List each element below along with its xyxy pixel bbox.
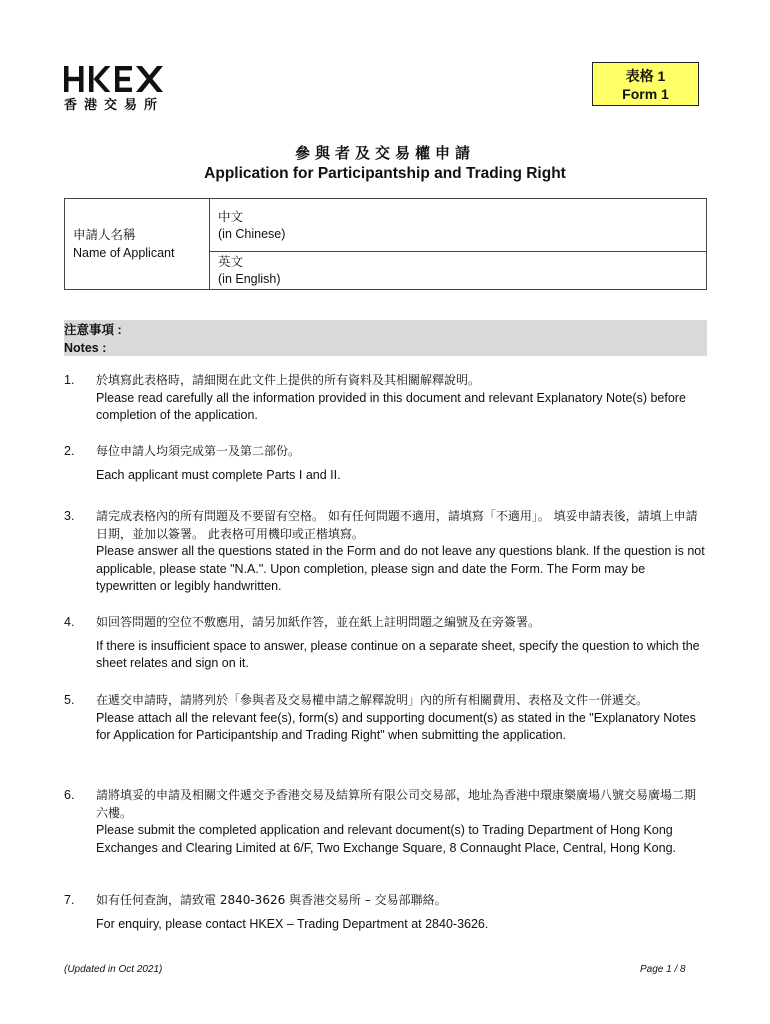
applicant-name-chinese-field[interactable] — [210, 199, 707, 252]
english-name-label-en: (in English) — [218, 272, 281, 286]
note-item — [64, 508, 707, 596]
form-number-cn: 表格 1 — [625, 68, 666, 84]
hkex-logo — [64, 66, 168, 113]
note-number: 1. — [64, 373, 75, 387]
note-text-en: Please read carefully all the information provided in this document and relevant Explanatory Note(s) before completion of the application. — [96, 390, 686, 422]
applicant-name-label-cell — [65, 199, 210, 290]
note-text-cn: 在遞交申請時，請將列於「參與者及交易權申請之解釋說明」內的所有相關費用、表格及文件一併遞交。 — [96, 693, 649, 707]
note-text-cn: 如回答問題的空位不敷應用，請另加紙作答，並在紙上註明問題之編號及在旁簽署。 — [96, 615, 541, 629]
note-text-en: For enquiry, please contact HKEX – Trading Department at 2840-3626. — [96, 916, 489, 931]
note-number: 6. — [64, 788, 75, 802]
note-text-en: Each applicant must complete Parts I and II. — [96, 467, 341, 482]
chinese-name-label-cn: 中文 — [218, 210, 244, 224]
page-title-english: Application for Participantship and Trading Right — [204, 165, 566, 182]
chinese-name-label-en: (in Chinese) — [218, 227, 286, 241]
note-item — [64, 787, 707, 857]
note-text-en: Please submit the completed application and relevant document(s) to Trading Department of Hong Kong Exchanges and Clearing Limited at 6/F, Two Exchange Square, 8 Connaught Place, Central, Hong Kong. — [96, 823, 676, 855]
note-text-en: Please answer all the questions stated in the Form and do not leave any questions blank. If the question is not applicable, please state "N.A.". Upon completion, please sign and date the Form. The Form may be typewritten or legibly handwritten. — [96, 544, 705, 593]
note-number: 5. — [64, 693, 75, 707]
note-number: 7. — [64, 893, 75, 907]
hkex-logo-chinese: 香港交易所 — [64, 98, 165, 113]
applicant-name-table — [64, 198, 707, 290]
note-text-cn: 請將填妥的申請及相關文件遞交予香港交易及結算所有限公司交易部，地址為香港中環康樂廣場八號交易廣場二期六樓。 — [96, 788, 697, 820]
hkex-logo-mark — [64, 66, 164, 92]
note-text-cn: 請完成表格內的所有問題及不要留有空格。 如有任何問題不適用，請填寫「不適用」。 填妥申請表後，請填上申請日期，並加以簽署。 此表格可用機印或正楷填寫。 — [96, 509, 698, 541]
form-number-en: Form 1 — [622, 86, 669, 102]
note-text-en: Please attach all the relevant fee(s), form(s) and supporting document(s) as stated in the "Explanatory Notes for Application for Participantship and Trading Right" when submitting the application. — [96, 710, 696, 742]
notes-heading-bar — [64, 320, 707, 356]
note-number: 2. — [64, 444, 75, 458]
note-number: 3. — [64, 509, 75, 523]
applicant-name-label-cn: 申請人名稱 — [73, 228, 136, 242]
note-text-cn: 於填寫此表格時，請細閱在此文件上提供的所有資料及其相關解釋說明。 — [96, 373, 481, 387]
note-text-cn: 如有任何查詢，請致電 2840-3626 與香港交易所 – 交易部聯絡。 — [96, 893, 447, 907]
note-number: 4. — [64, 615, 75, 629]
applicant-name-english-field[interactable] — [210, 252, 707, 290]
note-item — [64, 372, 707, 425]
footer-updated-date: (Updated in Oct 2021) — [64, 964, 163, 975]
footer-page-number: Page 1 / 8 — [640, 964, 686, 975]
notes-heading-en: Notes : — [64, 341, 107, 355]
note-item — [64, 892, 707, 933]
english-name-label-cn: 英文 — [218, 255, 244, 269]
applicant-name-label-en: Name of Applicant — [73, 246, 175, 260]
notes-heading-cn: 注意事項 : — [64, 323, 122, 337]
note-item — [64, 692, 707, 745]
note-text-cn: 每位申請人均須完成第一及第二部份。 — [96, 444, 301, 458]
note-text-en: If there is insufficient space to answer, please continue on a separate sheet, specify the question to which the sheet relates and sign on it. — [96, 638, 700, 670]
form-number-box — [592, 62, 699, 106]
note-item — [64, 614, 707, 673]
page-title-chinese: 參與者及交易權申請 — [294, 144, 475, 162]
note-item — [64, 443, 707, 484]
